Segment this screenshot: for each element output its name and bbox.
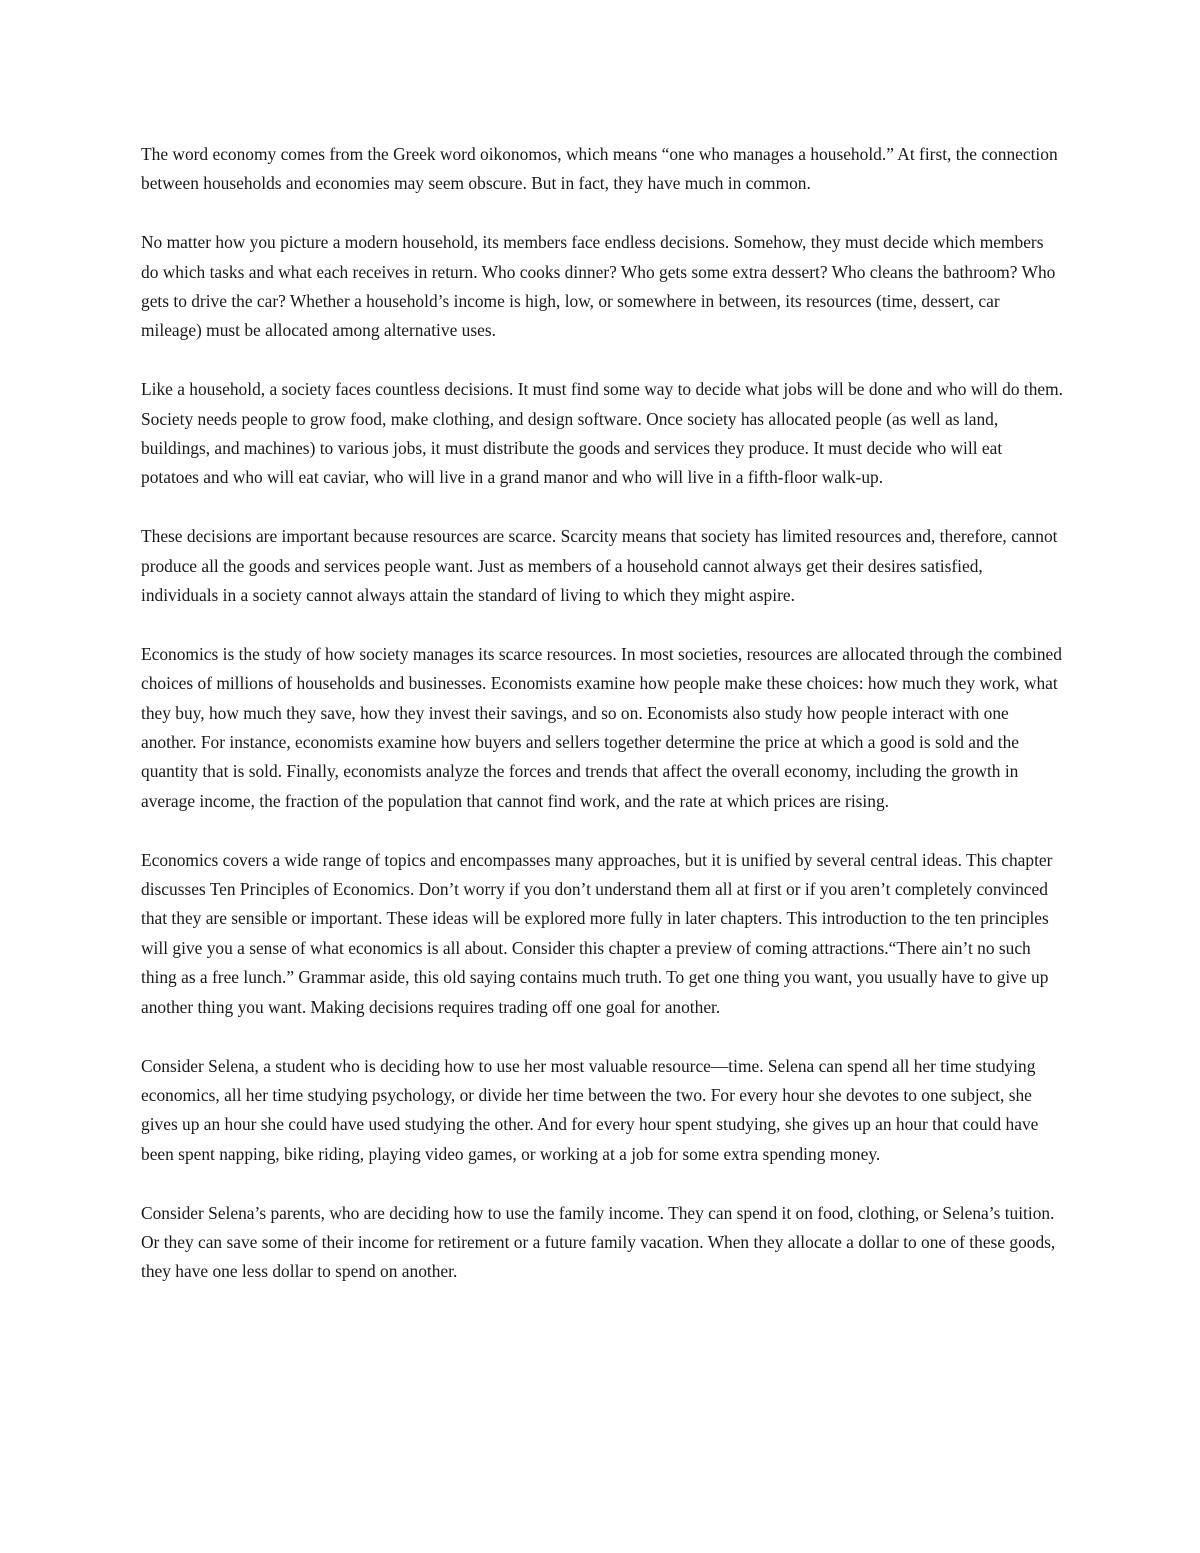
document-body bbox=[141, 140, 1063, 1287]
paragraph-selena-parents: Consider Selena’s parents, who are deciding how to use the family income. They can spend it on food, clothing, or Selena’s tuition. Or they can save some of their income for retirement or a future family vacation. When they allocate a dollar to one of these goods, they have one less dollar to spend on another. bbox=[141, 1202, 1056, 1282]
paragraph-scarcity: These decisions are important because resources are scarce. Scarcity means that society has limited resources and, therefore, cannot produce all the goods and services people want. Just as members of a household cannot always get their desires satisfied, individuals in a society cannot always attain the standard of living to which they might aspire. bbox=[141, 526, 1058, 606]
paragraph-ten-principles: Economics covers a wide range of topics and encompasses many approaches, but it is unified by several central ideas. This chapter discusses Ten Principles of Economics. Don’t worry if you don’t understand them all at first or if you aren’t completely convinced that they are sensible or important. These ideas will be explored more fully in later chapters. This introduction to the ten principles will give you a sense of what economics is all about. Consider this chapter a preview of coming attractions.“There ain’t no such thing as a free lunch.” Grammar aside, this old saying contains much truth. To get one thing you want, you usually have to give up another thing you want. Making decisions requires trading off one goal for another. bbox=[141, 849, 1053, 1017]
paragraph-oikonomos: The word economy comes from the Greek word oikonomos, which means “one who manages a household.” At first, the connection between households and economies may seem obscure. But in fact, they have much in common. bbox=[141, 144, 1058, 194]
paragraph-selena-time: Consider Selena, a student who is deciding how to use her most valuable resource—time. Selena can spend all her time studying economics, all her time studying psychology, or divide her time between the two. For every hour she devotes to one subject, she gives up an hour she could have used studying the other. And for every hour spent studying, she gives up an hour that could have been spent napping, bike riding, playing video games, or working at a job for some extra spending money. bbox=[141, 1055, 1039, 1164]
paragraph-economics-definition: Economics is the study of how society manages its scarce resources. In most societies, resources are allocated through the combined choices of millions of households and businesses. Economists examine how people make these choices: how much they work, what they buy, how much they save, how they invest their savings, and so on. Economists also study how people interact with one another. For instance, economists examine how buyers and sellers together determine the price at which a good is sold and the quantity that is sold. Finally, economists analyze the forces and trends that affect the overall economy, including the growth in average income, the fraction of the population that cannot find work, and the rate at which prices are rising. bbox=[141, 643, 1062, 811]
paragraph-society-decisions: Like a household, a society faces countless decisions. It must find some way to decide what jobs will be done and who will do them. Society needs people to grow food, make clothing, and design software. Once society has allocated people (as well as land, buildings, and machines) to various jobs, it must distribute the goods and services they produce. It must decide who will eat potatoes and who will eat caviar, who will live in a grand manor and who will live in a fifth-floor walk-up. bbox=[141, 379, 1063, 488]
paragraph-household-decisions: No matter how you picture a modern household, its members face endless decisions. Somehow, they must decide which members do which tasks and what each receives in return. Who cooks dinner? Who gets some extra dessert? Who cleans the bathroom? Who gets to drive the car? Whether a household’s income is high, low, or somewhere in between, its resources (time, dessert, car mileage) must be allocated among alternative uses. bbox=[141, 232, 1056, 341]
